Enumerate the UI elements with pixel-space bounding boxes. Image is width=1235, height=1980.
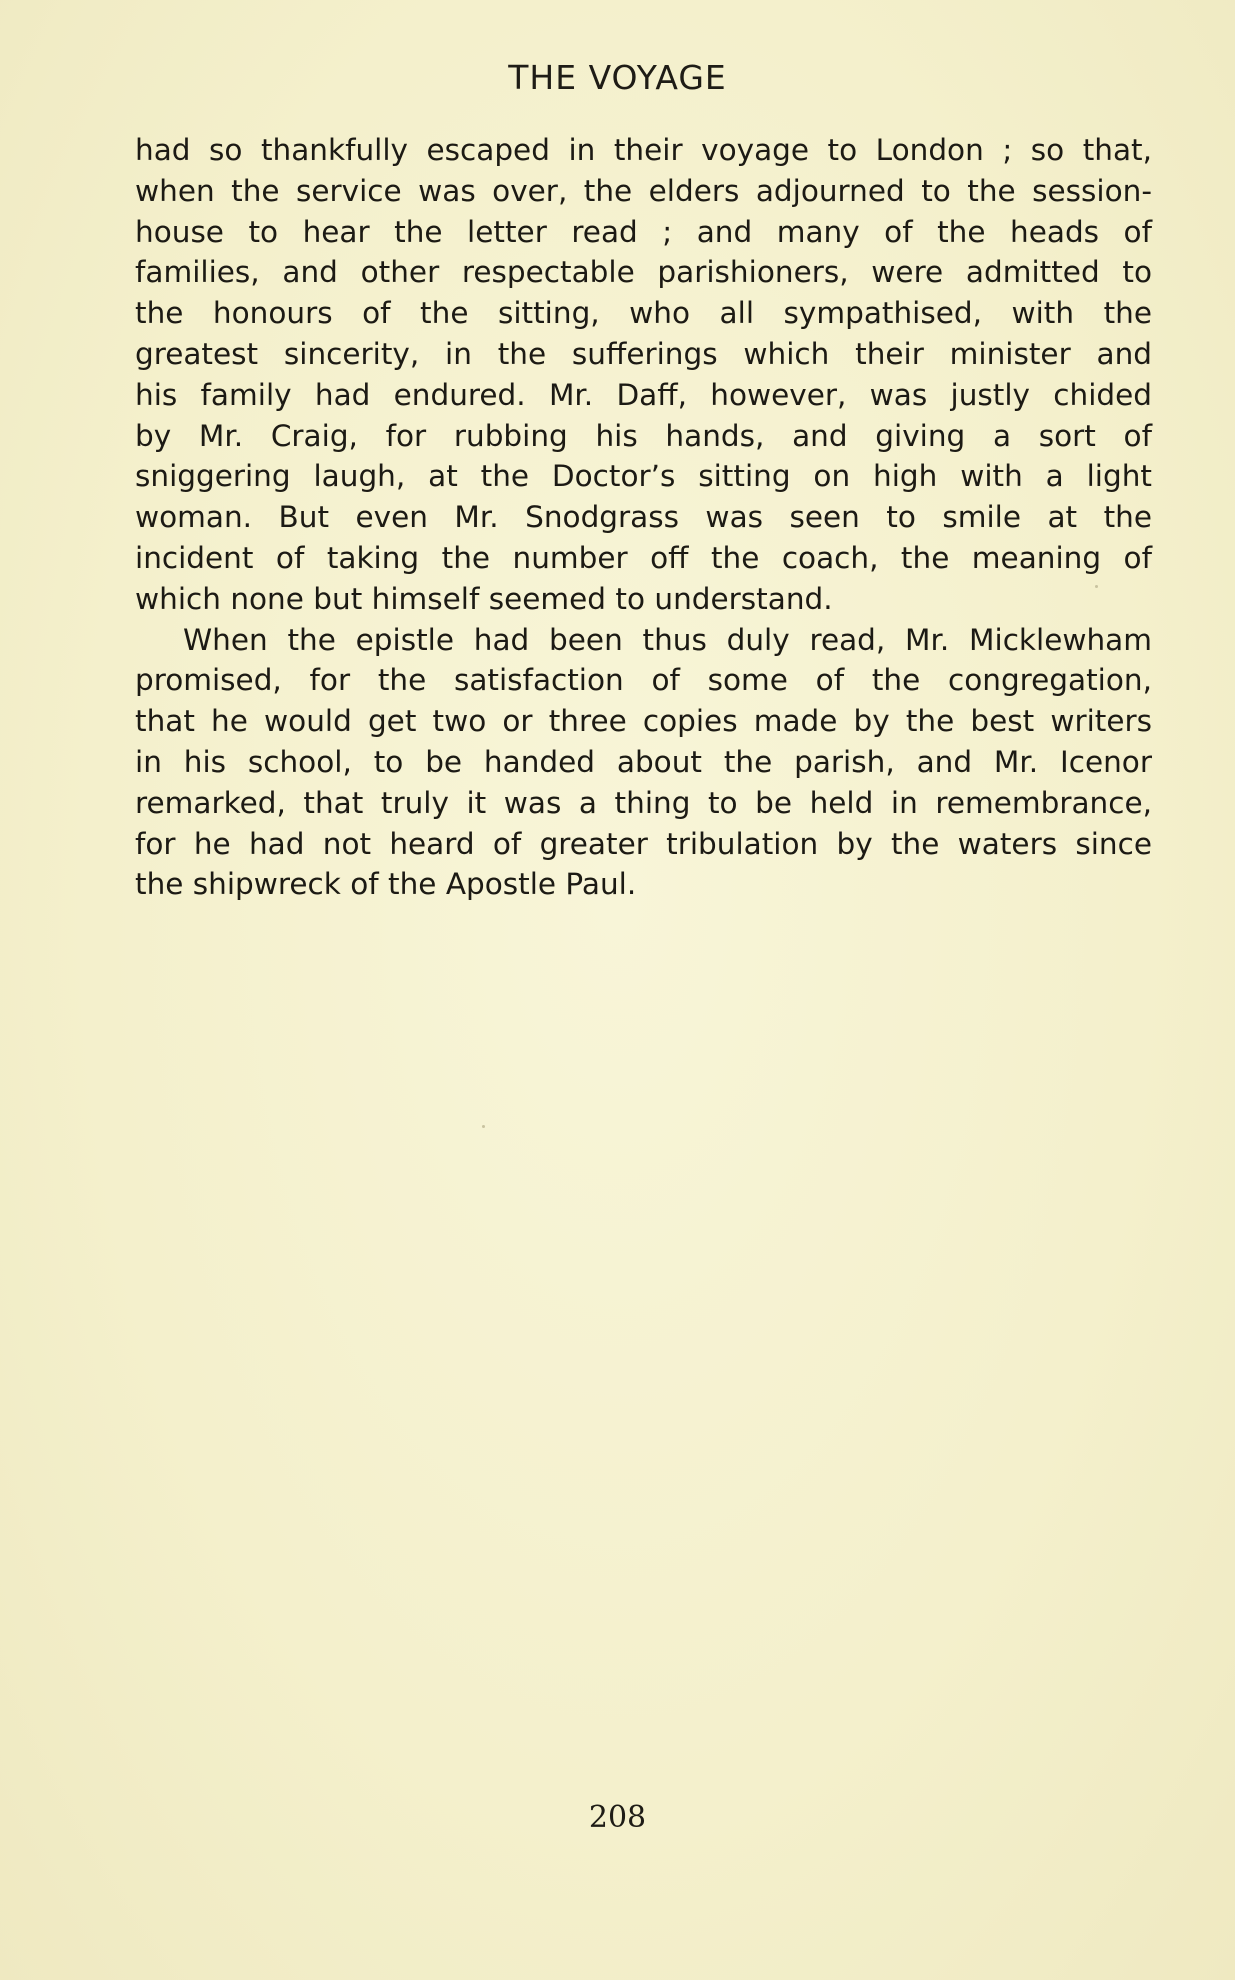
text-line: woman. But even Mr. Snodgrass was seen to smile at the bbox=[135, 500, 1152, 535]
text-line: sniggering laugh, at the Doctor’s sitting on high with a light bbox=[135, 459, 1152, 494]
text-line: that he would get two or three copies made by the best writers bbox=[135, 704, 1152, 739]
text-line: families, and other respectable parishioners, were admitted to bbox=[135, 255, 1152, 290]
text-line: when the service was over, the elders adjourned to the session- bbox=[135, 173, 1152, 208]
text-line: had so thankfully escaped in their voyage to London ; so that, bbox=[135, 133, 1152, 167]
text-line: house to hear the letter read ; and many of the heads of bbox=[135, 214, 1152, 249]
paper-speck bbox=[1095, 585, 1098, 588]
text-line: for he had not heard of greater tribulation by the waters since bbox=[135, 826, 1152, 861]
text-line: promised, for the satisfaction of some of the congregation, bbox=[135, 663, 1152, 698]
text-line: remarked, that truly it was a thing to be held in remembrance, bbox=[135, 785, 1152, 820]
text-line: When the epistle had been thus duly read, Mr. Micklewham bbox=[183, 622, 1152, 657]
text-line: by Mr. Craig, for rubbing his hands, and giving a sort of bbox=[135, 418, 1152, 453]
page-number: 208 bbox=[588, 1800, 647, 1835]
text-line: greatest sincerity, in the sufferings which their minister and bbox=[135, 336, 1152, 371]
text-line: incident of taking the number off the coach, the meaning of bbox=[135, 540, 1152, 575]
text-line: in his school, to be handed about the parish, and Mr. Icenor bbox=[135, 744, 1152, 779]
text-line: the honours of the sitting, who all sympathised, with the bbox=[135, 296, 1152, 331]
text-line: the shipwreck of the Apostle Paul. bbox=[135, 867, 637, 902]
text-line: which none but himself seemed to understand. bbox=[135, 581, 833, 616]
running-head: THE VOYAGE bbox=[508, 58, 727, 97]
paper-speck bbox=[482, 1125, 485, 1128]
body-text bbox=[135, 130, 1152, 905]
text-line: his family had endured. Mr. Daff, however, was justly chided bbox=[135, 377, 1152, 412]
